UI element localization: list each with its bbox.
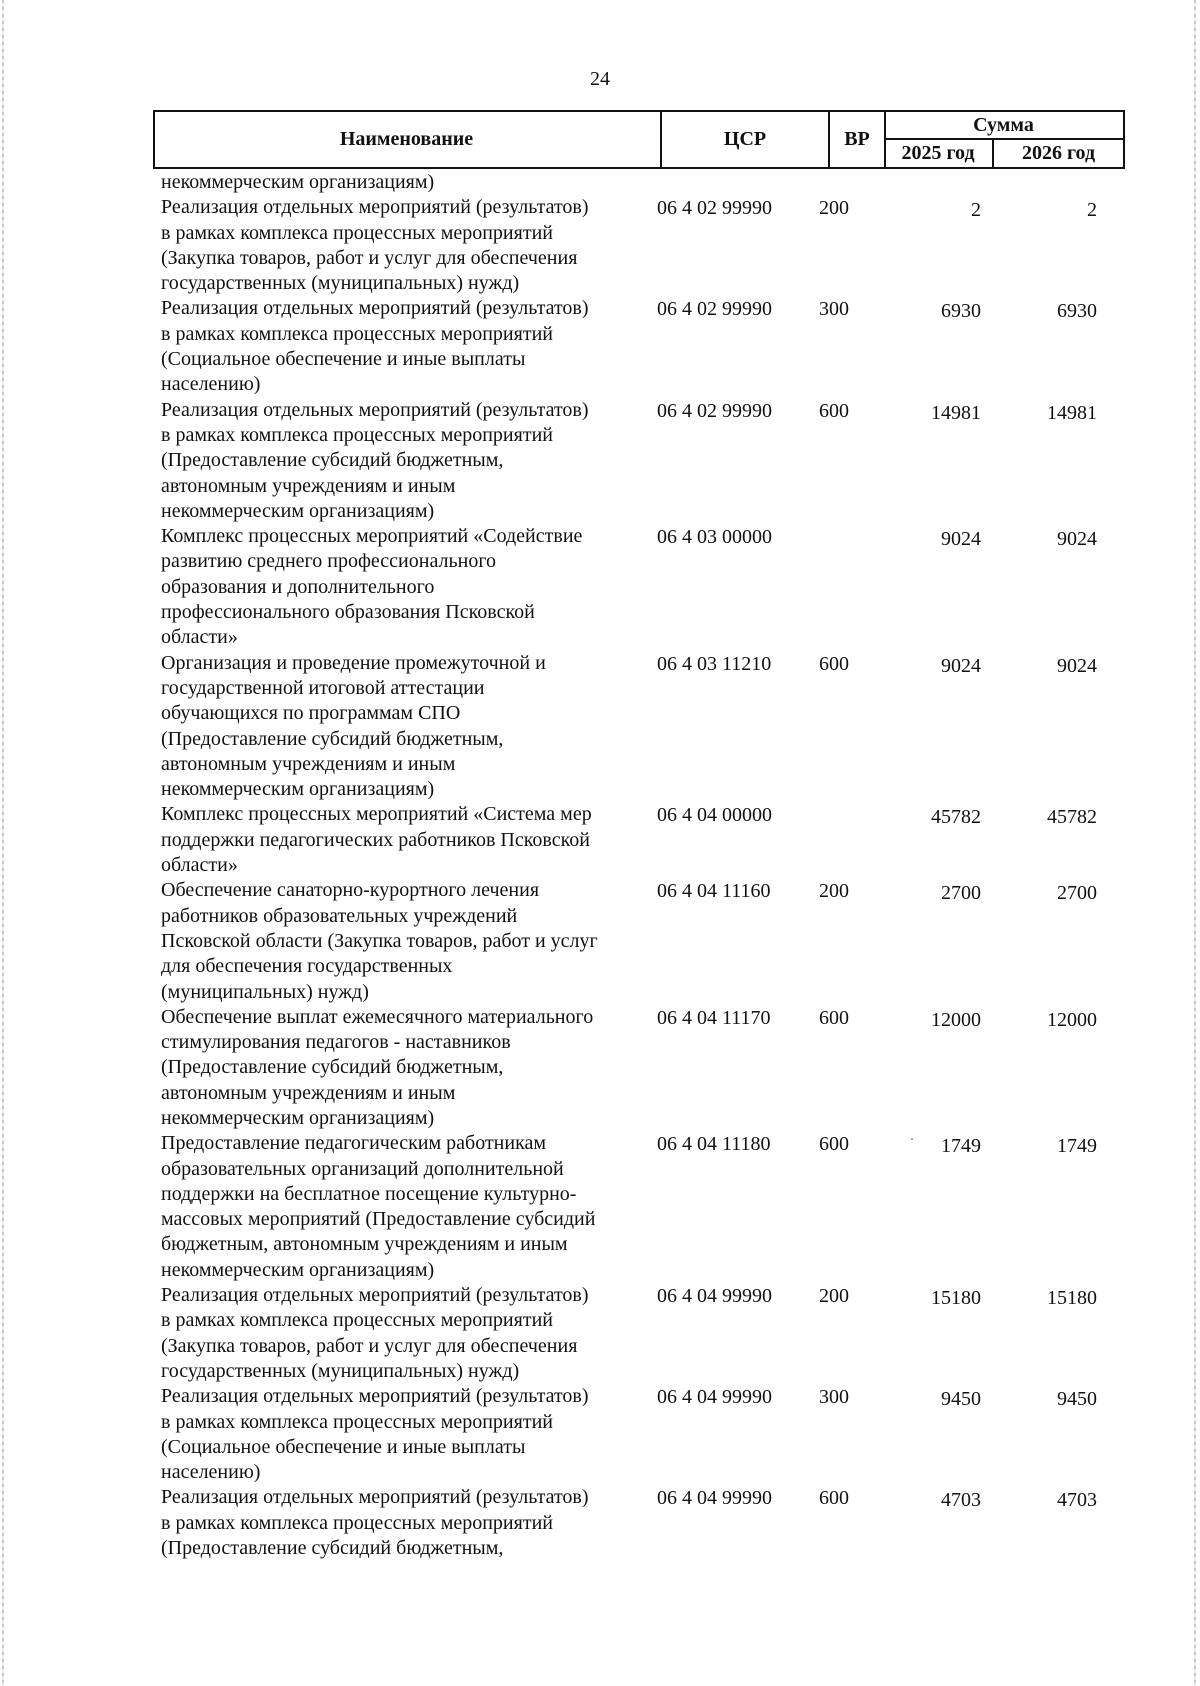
row-name-line: в рамках комплекса процессных мероприятий <box>161 1511 553 1534</box>
row-name-line: Обеспечение выплат ежемесячного материального <box>161 1005 594 1028</box>
row-name-line: (Закупка товаров, работ и услуг для обеспечения <box>161 246 578 269</box>
row-name-line: Реализация отдельных мероприятий (результатов) <box>161 398 589 421</box>
row-name <box>161 170 657 195</box>
row-sum-2025: 6930 <box>941 300 981 323</box>
row-name-line: Организация и проведение промежуточной и <box>161 651 546 674</box>
row-name-line: государственной итоговой аттестации <box>161 676 485 699</box>
row-vr: 600 <box>819 1487 849 1510</box>
row-vr: 300 <box>819 1386 849 1409</box>
row-csr: 06 4 03 11210 <box>657 652 772 675</box>
row-vr: 200 <box>819 197 849 220</box>
row-name-line: (Предоставление субсидий бюджетным, <box>161 1537 504 1560</box>
row-csr: 06 4 04 11180 <box>657 1133 771 1156</box>
table-row <box>161 195 1121 296</box>
row-name-line: (Предоставление субсидий бюджетным, <box>161 727 504 750</box>
row-name-line: обучающихся по программам СПО <box>161 702 461 725</box>
row-name-line: бюджетным, автономным учреждениям и иным <box>161 1233 568 1256</box>
row-name-line: некоммерческим организациям) <box>161 1258 435 1281</box>
row-name-line: (Социальное обеспечение и иные выплаты <box>161 1435 526 1458</box>
row-name-line: в рамках комплекса процессных мероприятий <box>161 1410 553 1433</box>
row-sum-2026: 2700 <box>1057 882 1097 905</box>
table-row <box>161 878 1121 1004</box>
table-row <box>161 170 1121 195</box>
table-row <box>161 524 1121 650</box>
row-vr: 600 <box>819 399 849 422</box>
row-name-line: (Закупка товаров, работ и услуг для обеспечения <box>161 1334 578 1357</box>
header-name: Наименование <box>339 128 474 150</box>
row-csr: 06 4 04 11160 <box>657 880 771 903</box>
row-name <box>161 1131 657 1283</box>
row-name <box>161 524 657 650</box>
row-csr: 06 4 04 99990 <box>657 1487 772 1510</box>
row-name-line: Предоставление педагогическим работникам <box>161 1132 547 1155</box>
row-sum-2026: 12000 <box>1047 1008 1097 1031</box>
row-name-line: некоммерческим организациям) <box>161 171 435 193</box>
row-name-line: в рамках комплекса процессных мероприятий <box>161 221 553 244</box>
row-sum-2026: 9024 <box>1057 654 1097 677</box>
table-row <box>161 1005 1121 1131</box>
row-csr: 06 4 02 99990 <box>657 298 772 321</box>
row-name-line: Реализация отдельных мероприятий (результатов) <box>161 1486 589 1509</box>
row-vr: 200 <box>819 1285 849 1308</box>
row-name-line: Реализация отдельных мероприятий (результатов) <box>161 1284 589 1307</box>
row-sum-2025 <box>869 170 981 173</box>
row-vr <box>819 170 869 171</box>
row-csr: 06 4 02 99990 <box>657 399 772 422</box>
row-name-line: Псковской области (Закупка товаров, работ и услуг <box>161 929 598 952</box>
row-name <box>161 1005 657 1131</box>
row-sum-2026: 9024 <box>1057 528 1097 551</box>
row-name-line: Обеспечение санаторно-курортного лечения <box>161 879 540 902</box>
table-header <box>153 110 1125 169</box>
row-sum-2025: 9024 <box>941 528 981 551</box>
row-vr: 600 <box>819 1133 849 1156</box>
row-sum-2025: 2700 <box>941 882 981 905</box>
row-name-line: для обеспечения государственных <box>161 955 453 978</box>
row-sum-2026: 14981 <box>1047 401 1097 424</box>
row-name <box>161 1384 657 1485</box>
row-name-line: образовательных организаций дополнительной <box>161 1157 564 1180</box>
row-name <box>161 1485 657 1561</box>
row-sum-2026: 2 <box>1087 199 1097 222</box>
scan-edge-left <box>2 0 4 1686</box>
row-name-line: работников образовательных учреждений <box>161 904 518 927</box>
row-name-line: в рамках комплекса процессных мероприятий <box>161 322 553 345</box>
row-sum-2025: 45782 <box>931 806 981 829</box>
row-sum-2026: 15180 <box>1047 1287 1097 1310</box>
row-name <box>161 878 657 1004</box>
row-name-line: Реализация отдельных мероприятий (результатов) <box>161 297 589 320</box>
row-vr: 300 <box>819 298 849 321</box>
row-name <box>161 398 657 524</box>
row-name-line: образования и дополнительного <box>161 575 435 598</box>
row-name-line: населению) <box>161 373 261 396</box>
table-row <box>161 1384 1121 1485</box>
row-name-line: массовых мероприятий (Предоставление субсидий <box>161 1208 596 1231</box>
row-name-line: некоммерческим организациям) <box>161 1106 435 1129</box>
header-year-2026: 2026 год <box>1021 142 1096 164</box>
row-sum-2025: 2 <box>971 199 981 222</box>
row-vr: 200 <box>819 880 849 903</box>
page-number: 24 <box>590 68 610 90</box>
row-name-line: поддержки педагогических работников Псковской <box>161 828 591 851</box>
header-vr: ВР <box>828 112 886 167</box>
header-sum: Сумма <box>884 112 1123 140</box>
row-csr <box>657 170 819 171</box>
table-row <box>161 1485 1121 1561</box>
row-name-line: населению) <box>161 1461 261 1484</box>
row-csr: 06 4 04 00000 <box>657 804 772 827</box>
row-name-line: области» <box>161 626 238 649</box>
table-row <box>161 651 1121 803</box>
row-csr: 06 4 02 99990 <box>657 197 772 220</box>
row-vr <box>819 524 869 525</box>
row-name <box>161 802 657 878</box>
row-name-line: Комплекс процессных мероприятий «Содействие <box>161 525 583 548</box>
row-name-line: автономным учреждениям и иным <box>161 474 456 497</box>
row-sum-2025: 4703 <box>941 1489 981 1512</box>
row-name-line: в рамках комплекса процессных мероприятий <box>161 423 553 446</box>
row-csr: 06 4 04 11170 <box>657 1006 771 1029</box>
row-name-line: профессионального образования Псковской <box>161 601 535 624</box>
row-sum-2025: 9024 <box>941 654 981 677</box>
row-sum-2026: 1749 <box>1057 1135 1097 1158</box>
row-csr: 06 4 04 99990 <box>657 1386 772 1409</box>
table-row <box>161 1283 1121 1384</box>
row-sum-2025: 12000 <box>931 1008 981 1031</box>
row-name-line: автономным учреждениям и иным <box>161 752 456 775</box>
row-vr: 600 <box>819 1006 849 1029</box>
row-name-line: стимулирования педагогов - наставников <box>161 1031 511 1054</box>
row-sum-2025: 1749 <box>941 1135 981 1158</box>
row-sum-2025: 9450 <box>941 1388 981 1411</box>
row-name <box>161 651 657 803</box>
table-row <box>161 802 1121 878</box>
row-name-line: Комплекс процессных мероприятий «Система мер <box>161 803 592 826</box>
row-sum-2026: 4703 <box>1057 1489 1097 1512</box>
row-sum-2025: 15180 <box>931 1287 981 1310</box>
table-row <box>161 398 1121 524</box>
table-row <box>161 296 1121 397</box>
row-vr <box>819 802 869 803</box>
row-name-line: автономным учреждениям и иным <box>161 1081 456 1104</box>
row-vr: 600 <box>819 652 849 675</box>
row-name-line: Реализация отдельных мероприятий (результатов) <box>161 1385 589 1408</box>
row-name-line: некоммерческим организациям) <box>161 499 435 522</box>
table-row <box>161 1131 1121 1283</box>
row-name-line: Реализация отдельных мероприятий (результатов) <box>161 196 589 219</box>
row-name-line: (Предоставление субсидий бюджетным, <box>161 449 504 472</box>
row-sum-2026 <box>981 170 1097 173</box>
row-name-line: в рамках комплекса процессных мероприятий <box>161 1309 553 1332</box>
row-name-line: государственных (муниципальных) нужд) <box>161 1359 520 1382</box>
row-sum-2026: 6930 <box>1057 300 1097 323</box>
row-name-line: (Предоставление субсидий бюджетным, <box>161 1056 504 1079</box>
row-name-line: государственных (муниципальных) нужд) <box>161 272 520 295</box>
row-csr: 06 4 04 99990 <box>657 1285 772 1308</box>
row-name-line: поддержки на бесплатное посещение культурно- <box>161 1182 577 1205</box>
row-name <box>161 296 657 397</box>
row-sum-2026: 45782 <box>1047 806 1097 829</box>
row-name-line: (Социальное обеспечение и иные выплаты <box>161 348 526 371</box>
scan-edge-right <box>1194 0 1196 1686</box>
row-sum-2026: 9450 <box>1057 1388 1097 1411</box>
row-name-line: развитию среднего профессионального <box>161 550 497 573</box>
row-name <box>161 1283 657 1384</box>
row-csr: 06 4 03 00000 <box>657 526 772 549</box>
row-name <box>161 195 657 296</box>
row-name-line: некоммерческим организациям) <box>161 778 435 801</box>
row-name-line: (муниципальных) нужд) <box>161 980 369 1003</box>
row-name-line: области» <box>161 854 238 877</box>
header-csr: ЦСР <box>660 112 828 167</box>
table-body <box>161 170 1121 1561</box>
row-sum-2025: 14981 <box>931 401 981 424</box>
header-year-2025: 2025 год <box>884 140 994 167</box>
